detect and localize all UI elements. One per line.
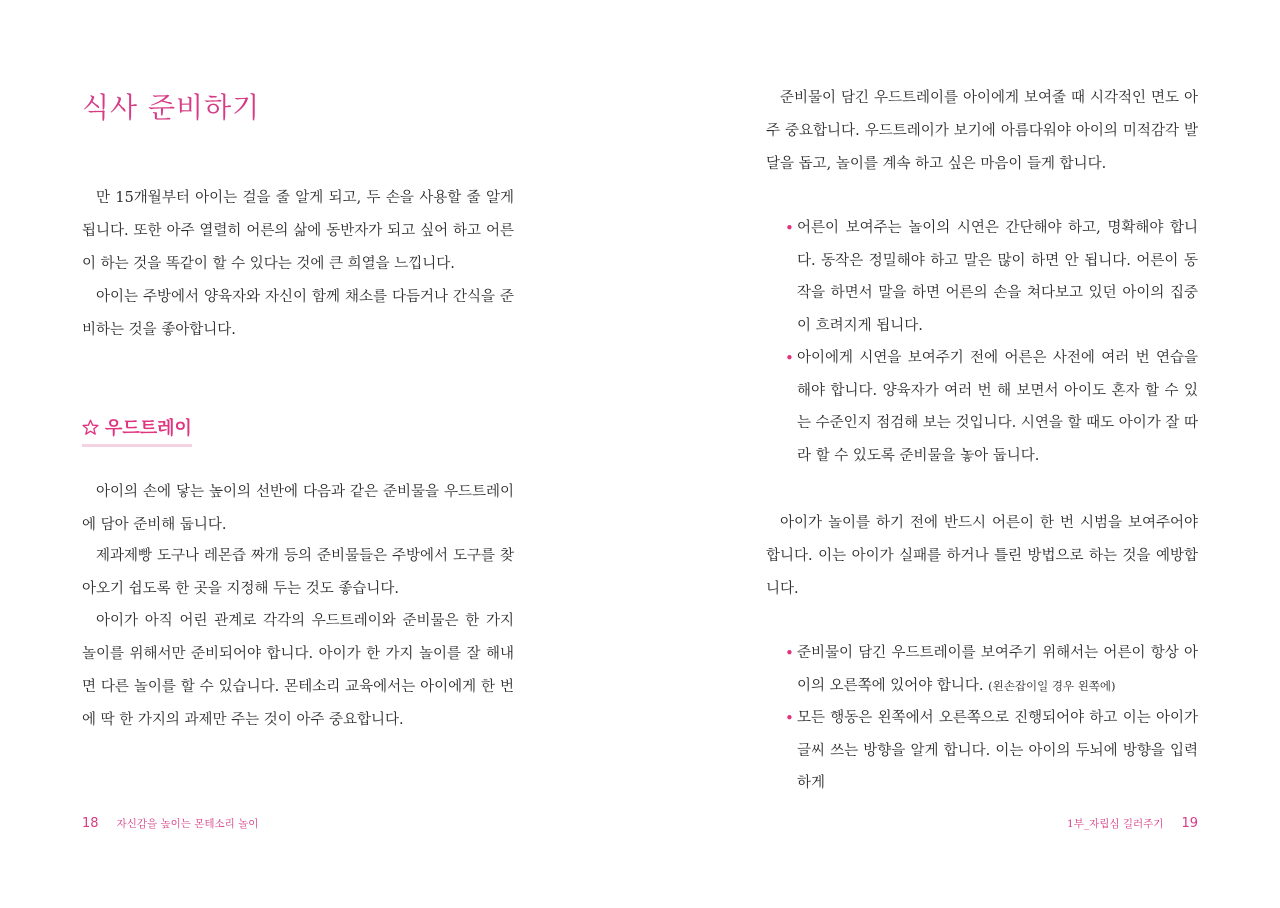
right-paragraph-1: 준비물이 담긴 우드트레이를 아이에게 보여줄 때 시각적인 면도 아주 중요합니다. 우드트레이가 보기에 아름다워야 아이의 미적감각 발달을 돕고, 놀이를 계속 하고 싶은 마음이 들게 합니다. — [766, 90, 1198, 172]
list-item-text: 모든 행동은 왼쪽에서 오른쪽으로 진행되어야 하고 이는 아이가 글씨 쓰는 방향을 알게 합니다. 이는 아이의 두뇌에 방향을 입력하게 — [797, 710, 1198, 791]
intro-paragraph-1: 만 15개월부터 아이는 걸을 줄 알게 되고, 두 손을 사용할 줄 알게 됩니다. 또한 아주 열렬히 어른의 삶에 동반자가 되고 싶어 하고 어른이 하는 것을 똑같이 할 수 있다는 것에 큰 희열을 느낍니다. — [82, 190, 514, 272]
list-item — [766, 637, 1198, 702]
star-outline-icon — [82, 419, 99, 436]
bullet-dot: • — [785, 219, 794, 237]
running-head: 자신감을 높이는 몬테소리 놀이 — [116, 818, 259, 830]
list-item — [766, 212, 1198, 342]
bullet-list-1 — [766, 212, 1198, 472]
right-page — [640, 0, 1280, 908]
bullet-dot: • — [785, 709, 794, 727]
body-paragraph-1: 아이의 손에 닿는 높이의 선반에 다음과 같은 준비물을 우드트레이에 담아 준비해 둡니다. — [82, 484, 514, 533]
intro-paragraph-2: 아이는 주방에서 양육자와 자신이 함께 채소를 다듬거나 간식을 준비하는 것을 좋아합니다. — [82, 289, 514, 338]
bullet-dot: • — [785, 349, 794, 367]
section-heading — [82, 414, 192, 447]
section-heading-text: 우드트레이 — [105, 418, 192, 439]
page-number: 18 — [82, 816, 99, 831]
running-head: 1부_자립심 길러주기 — [1067, 818, 1164, 830]
bullet-list-2 — [766, 637, 1198, 800]
list-item — [766, 702, 1198, 800]
list-item-text: 준비물이 담긴 우드트레이를 보여주기 위해서는 어른이 항상 아이의 오른쪽에 있어야 합니다. — [797, 645, 1198, 694]
right-paragraph-2: 아이가 놀이를 하기 전에 반드시 어른이 한 번 시범을 보여주어야 합니다. 이는 아이가 실패를 하거나 틀린 방법으로 하는 것을 예방합니다. — [766, 515, 1198, 597]
left-footer — [82, 816, 258, 831]
list-item-text: 아이에게 시연을 보여주기 전에 어른은 사전에 여러 번 연습을 해야 합니다. 양육자가 여러 번 해 보면서 아이도 혼자 할 수 있는 수준인지 점검해 보는 것입니다. 시연을 할 때도 아이가 잘 따라 할 수 있도록 준비물을 놓아 둡니다. — [797, 350, 1198, 464]
list-item-text: 어른이 보여주는 놀이의 시연은 간단해야 하고, 명확해야 합니다. 동작은 정밀해야 하고 말은 많이 하면 안 됩니다. 어른이 동작을 하면서 말을 하면 어른의 손을 쳐다보고 있던 아이의 집중이 흐려지게 됩니다. — [797, 220, 1198, 334]
body-paragraph-3: 아이가 아직 어린 관계로 각각의 우드트레이와 준비물은 한 가지 놀이를 위해서만 준비되어야 합니다. 아이가 한 가지 놀이를 잘 해내면 다른 놀이를 할 수 있습니다. 몬테소리 교육에서는 아이에게 한 번에 딱 한 가지의 과제만 주는 것이 아주 중요합니다. — [82, 613, 514, 728]
list-item — [766, 342, 1198, 472]
bullet-dot: • — [785, 644, 794, 662]
chapter-title: 식사 준비하기 — [82, 91, 261, 124]
body-paragraph-2: 제과제빵 도구나 레몬즙 짜개 등의 준비물들은 주방에서 도구를 찾아오기 쉽도록 한 곳을 지정해 두는 것도 좋습니다. — [82, 548, 514, 597]
page-number: 19 — [1181, 816, 1198, 831]
right-footer — [1067, 816, 1198, 831]
list-item-note: (왼손잡이일 경우 왼쪽에) — [988, 678, 1116, 693]
